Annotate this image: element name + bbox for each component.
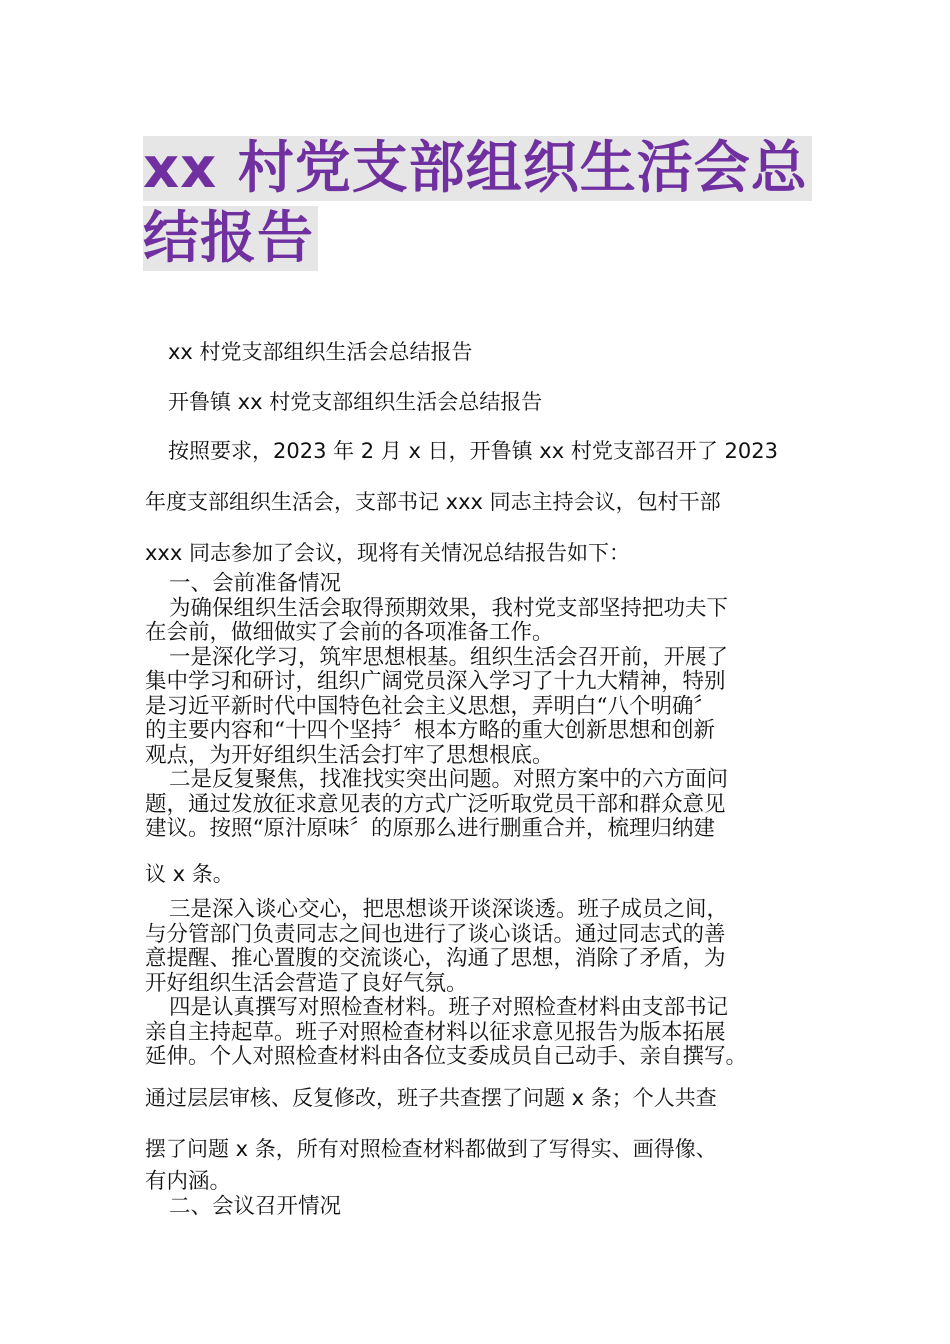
- subtitle-2: 开鲁镇 xx 村党支部组织生活会总结报告: [168, 390, 543, 414]
- body-line: 议 x 条。: [145, 862, 234, 886]
- body-line: 四是认真撰写对照检查材料。班子对照检查材料由支部书记: [169, 995, 729, 1020]
- body-block-2: [145, 898, 845, 1070]
- body-line: 通过层层审核、反复修改，班子共查摆了问题 x 条；个人共查: [145, 1086, 717, 1110]
- body-line: 延伸。个人对照检查材料由各位支委成员自己动手、亲自撰写。: [145, 1044, 748, 1069]
- body-line: 三是深入谈心交心，把思想谈开谈深谈透。班子成员之间，: [169, 897, 729, 922]
- section-heading-2: 二、会议召开情况: [169, 1193, 342, 1219]
- body-line: 开好组织生活会营造了良好气氛。: [145, 970, 468, 996]
- body-line: 有内涵。: [145, 1169, 232, 1194]
- subtitle-1: xx 村党支部组织生活会总结报告: [168, 340, 473, 364]
- body-line: 建议。按照“原汁原味〞的原那么进行删重合并，梳理归纳建: [145, 816, 715, 841]
- body-line: 是习近平新时代中国特色社会主义思想，弄明白“八个明确〞: [145, 693, 715, 719]
- body-line: 为确保组织生活会取得预期效果，我村党支部坚持把功夫下: [169, 595, 729, 621]
- body-line: 观点，为开好组织生活会打牢了思想根底。: [145, 742, 554, 768]
- body-line: 题，通过发放征求意见表的方式广泛听取党员干部和群众意见: [145, 791, 726, 817]
- body-line: 集中学习和研讨，组织广阔党员深入学习了十九大精神，特别: [145, 669, 726, 694]
- body-block-3: [145, 1170, 845, 1219]
- body-line: 与分管部门负责同志之间也进行了谈心谈话。通过同志式的善: [145, 921, 726, 947]
- intro-line: 年度支部组织生活会，支部书记 xxx 同志主持会议，包村干部: [145, 490, 721, 514]
- intro-line: 按照要求，2023 年 2 月 x 日，开鲁镇 xx 村党支部召开了 2023: [168, 439, 778, 463]
- body-block-1: [145, 572, 845, 842]
- body-line: 摆了问题 x 条，所有对照检查材料都做到了写得实、画得像、: [145, 1137, 717, 1161]
- intro-line: xxx 同志参加了会议，现将有关情况总结报告如下：: [145, 541, 630, 565]
- section-heading-1: 一、会前准备情况: [169, 571, 342, 596]
- body-line: 在会前，做细做实了会前的各项准备工作。: [145, 620, 554, 645]
- document-title: [143, 134, 823, 274]
- body-line: 一是深化学习，筑牢思想根基。组织生活会召开前，开展了: [169, 644, 729, 670]
- body-line: 二是反复聚焦，找准找实突出问题。对照方案中的六方面问: [169, 767, 729, 792]
- document-title-line-1: xx 村党支部组织生活会总: [143, 136, 812, 201]
- body-line: 的主要内容和“十四个坚持〞根本方略的重大创新思想和创新: [145, 718, 715, 743]
- document-title-line-2: 结报告: [143, 206, 318, 271]
- body-line: 意提醒、推心置腹的交流谈心，沟通了思想，消除了矛盾，为: [145, 946, 726, 971]
- body-line: 亲自主持起草。班子对照检查材料以征求意见报告为版本拓展: [145, 1019, 726, 1045]
